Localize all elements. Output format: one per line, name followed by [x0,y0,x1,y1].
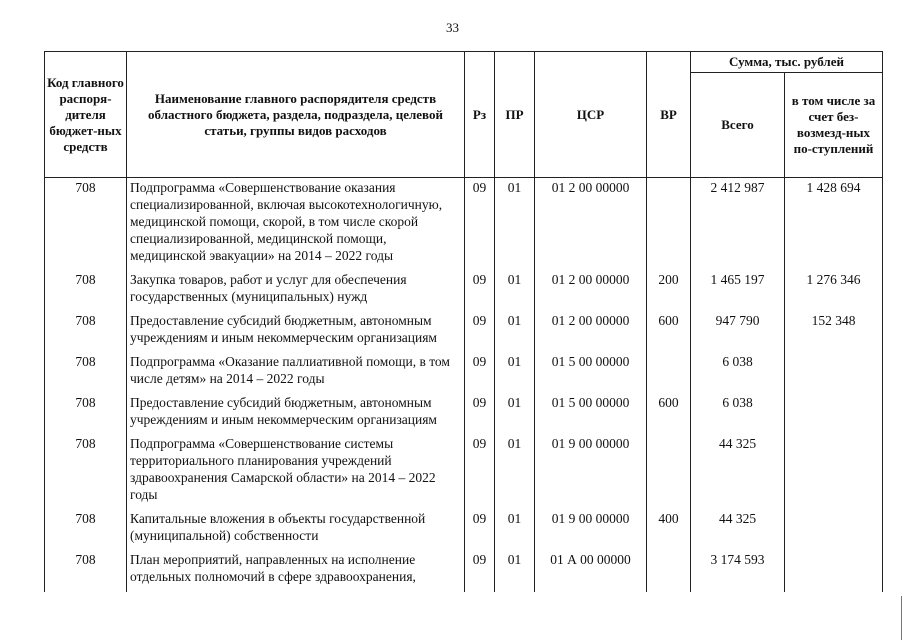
table-row [45,435,883,510]
cell-code: 708 [45,271,127,312]
header-pr: ПР [495,52,535,178]
cell-free: 1 428 694 [785,178,883,272]
cell-csr: 01 5 00 00000 [535,353,647,394]
cell-name: Подпрограмма «Совершенствование системы территориального планирования учреждений здравоохранения Самарской области» на 2014 – 2022 годы [127,435,465,510]
cell-free: 1 276 346 [785,271,883,312]
cell-free [785,435,883,510]
cell-vr: 600 [647,312,691,353]
cell-total: 3 174 593 [691,551,785,592]
cell-vr: 400 [647,510,691,551]
cell-total: 2 412 987 [691,178,785,272]
cell-rz: 09 [465,551,495,592]
cell-csr: 01 9 00 00000 [535,435,647,510]
table-header [45,52,883,178]
cell-total: 44 325 [691,435,785,510]
header-rz: Рз [465,52,495,178]
cell-pr: 01 [495,271,535,312]
cell-name: Предоставление субсидий бюджетным, автономным учреждениям и иным некоммерческим организациям [127,312,465,353]
cell-vr: 600 [647,394,691,435]
cell-vr: 200 [647,271,691,312]
cell-free [785,353,883,394]
cell-name: Подпрограмма «Оказание паллиативной помощи, в том числе детям» на 2014 – 2022 годы [127,353,465,394]
cell-total: 947 790 [691,312,785,353]
cell-code: 708 [45,435,127,510]
cell-code: 708 [45,394,127,435]
cell-pr: 01 [495,394,535,435]
cell-vr [647,178,691,272]
cell-rz: 09 [465,353,495,394]
cell-pr: 01 [495,510,535,551]
cell-free: 152 348 [785,312,883,353]
cell-total: 44 325 [691,510,785,551]
cell-free [785,551,883,592]
table-row [45,551,883,592]
cell-free [785,394,883,435]
table-row [45,178,883,272]
cell-code: 708 [45,353,127,394]
page-number: 33 [446,20,459,35]
cell-rz: 09 [465,510,495,551]
cell-csr: 01 9 00 00000 [535,510,647,551]
cell-code: 708 [45,312,127,353]
cell-rz: 09 [465,178,495,272]
cell-total: 6 038 [691,353,785,394]
budget-table [44,51,883,592]
cell-name: Предоставление субсидий бюджетным, автономным учреждениям и иным некоммерческим организациям [127,394,465,435]
cell-pr: 01 [495,178,535,272]
cell-name: План мероприятий, направленных на исполнение отдельных полномочий в сфере здравоохранения, [127,551,465,592]
cell-csr: 01 2 00 00000 [535,178,647,272]
table-row [45,353,883,394]
cell-vr [647,551,691,592]
table-row [45,271,883,312]
cell-csr: 01 2 00 00000 [535,271,647,312]
cell-rz: 09 [465,312,495,353]
cell-pr: 01 [495,551,535,592]
header-vr: ВР [647,52,691,178]
cell-csr: 01 А 00 00000 [535,551,647,592]
scan-margin-line [901,596,902,640]
cell-pr: 01 [495,435,535,510]
header-code: Код главного распоря-дителя бюджет-ных средств [45,52,127,178]
cell-name: Капитальные вложения в объекты государственной (муниципальной) собственности [127,510,465,551]
cell-name: Подпрограмма «Совершенствование оказания специализированной, включая высокотехнологичную, медицинской помощи, скорой, в том числе скорой специализированной, медицинской помощи, медицинской эвакуации» на 2014 – 2022 годы [127,178,465,272]
cell-pr: 01 [495,353,535,394]
cell-code: 708 [45,551,127,592]
table-row [45,510,883,551]
table-body [45,178,883,593]
header-free: в том числе за счет без-возмезд-ных по-ступлений [785,73,883,178]
cell-vr [647,353,691,394]
cell-rz: 09 [465,435,495,510]
cell-pr: 01 [495,312,535,353]
cell-rz: 09 [465,394,495,435]
cell-csr: 01 5 00 00000 [535,394,647,435]
cell-code: 708 [45,178,127,272]
cell-code: 708 [45,510,127,551]
cell-free [785,510,883,551]
cell-csr: 01 2 00 00000 [535,312,647,353]
header-sum-group: Сумма, тыс. рублей [691,52,883,73]
cell-total: 6 038 [691,394,785,435]
cell-rz: 09 [465,271,495,312]
table-row [45,312,883,353]
header-name: Наименование главного распорядителя средств областного бюджета, раздела, подраздела, целевой статьи, группы видов расходов [127,52,465,178]
cell-total: 1 465 197 [691,271,785,312]
table-row [45,394,883,435]
header-total: Всего [691,73,785,178]
header-csr: ЦСР [535,52,647,178]
cell-vr [647,435,691,510]
cell-name: Закупка товаров, работ и услуг для обеспечения государственных (муниципальных) нужд [127,271,465,312]
